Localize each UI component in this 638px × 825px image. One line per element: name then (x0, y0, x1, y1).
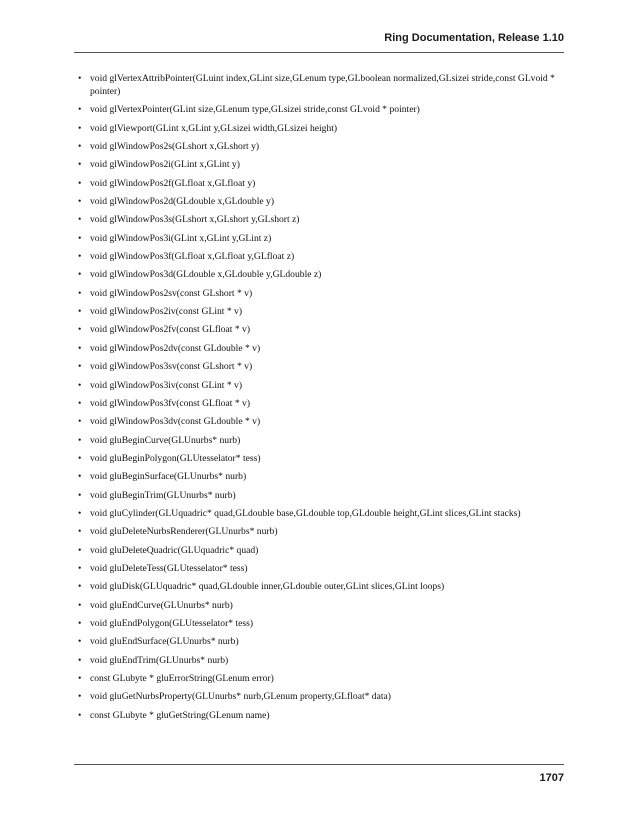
function-list-item (78, 507, 566, 520)
footer-divider (74, 764, 564, 765)
function-signature: void gluDeleteNurbsRenderer(GLUnurbs* nurb) (90, 526, 278, 538)
bullet-icon: • (78, 416, 82, 428)
function-signature: void gluBeginPolygon(GLUtesselator* tess) (90, 452, 261, 464)
function-list-item (78, 103, 566, 116)
function-list-item (78, 635, 566, 648)
function-signature: void glVertexPointer(GLint size,GLenum type,GLsizei stride,const GLvoid * pointer) (90, 104, 420, 116)
bullet-icon: • (78, 177, 82, 189)
function-signature: void gluGetNurbsProperty(GLUnurbs* nurb,GLenum property,GLfloat* data) (90, 691, 391, 703)
function-list-item (78, 599, 566, 612)
function-list-item (78, 72, 566, 98)
function-signature: void glWindowPos2i(GLint x,GLint y) (90, 159, 240, 171)
function-signature: void gluEndPolygon(GLUtesselator* tess) (90, 617, 254, 629)
function-signature: void gluEndSurface(GLUnurbs* nurb) (90, 636, 239, 648)
bullet-icon: • (78, 581, 82, 593)
header-divider (74, 52, 564, 53)
function-list-item (78, 122, 566, 135)
function-signature: void gluBeginSurface(GLUnurbs* nurb) (90, 471, 247, 483)
bullet-icon: • (78, 673, 82, 684)
function-signature: void gluBeginCurve(GLUnurbs* nurb) (90, 434, 241, 446)
bullet-icon: • (78, 452, 82, 464)
function-list-item (78, 434, 566, 447)
function-list-item (78, 672, 566, 685)
bullet-icon: • (78, 196, 82, 208)
bullet-icon: • (78, 361, 82, 373)
function-list-item (78, 470, 566, 483)
function-signature: void glWindowPos2iv(const GLint * v) (90, 306, 243, 318)
bullet-icon: • (78, 251, 82, 263)
bullet-icon: • (78, 562, 82, 574)
function-signature: void glWindowPos3i(GLint x,GLint y,GLint z) (90, 232, 272, 244)
function-signature: void gluEndTrim(GLUnurbs* nurb) (90, 654, 229, 666)
bullet-icon: • (78, 544, 82, 556)
function-list-item (78, 323, 566, 336)
page-header-title: Ring Documentation, Release 1.10 (384, 32, 564, 44)
bullet-icon: • (78, 232, 82, 244)
function-list (78, 72, 566, 727)
function-list-item (78, 287, 566, 300)
function-list-item (78, 415, 566, 428)
function-list-item (78, 379, 566, 392)
bullet-icon: • (78, 617, 82, 629)
function-signature: void glWindowPos2sv(const GLshort * v) (90, 287, 253, 299)
function-signature: void glWindowPos3s(GLshort x,GLshort y,GLshort z) (90, 214, 300, 226)
function-list-item (78, 232, 566, 245)
function-list-item (78, 250, 566, 263)
function-signature: void glVertexAttribPointer(GLuint index,GLint size,GLenum type,GLboolean normalized,GLsizei stride,const GLvoid * pointer) (90, 73, 555, 97)
function-signature: void gluBeginTrim(GLUnurbs* nurb) (90, 489, 236, 501)
function-signature: const GLubyte * gluErrorString(GLenum error) (90, 673, 274, 684)
bullet-icon: • (78, 691, 82, 703)
function-list-item (78, 158, 566, 171)
bullet-icon: • (78, 471, 82, 483)
function-signature: void glWindowPos3dv(const GLdouble * v) (90, 416, 261, 428)
function-list-item (78, 617, 566, 630)
function-list-item (78, 544, 566, 557)
function-signature: void glWindowPos2dv(const GLdouble * v) (90, 342, 261, 354)
bullet-icon: • (78, 214, 82, 226)
function-signature: void gluDeleteQuadric(GLUquadric* quad) (90, 544, 259, 556)
bullet-icon: • (78, 342, 82, 354)
bullet-icon: • (78, 159, 82, 171)
function-signature: const GLubyte * gluGetString(GLenum name) (90, 709, 270, 721)
bullet-icon: • (78, 434, 82, 446)
function-list-item (78, 342, 566, 355)
function-signature: void glViewport(GLint x,GLint y,GLsizei width,GLsizei height) (90, 122, 338, 134)
function-list-item (78, 360, 566, 373)
bullet-icon: • (78, 287, 82, 299)
bullet-icon: • (78, 122, 82, 134)
function-list-item (78, 177, 566, 190)
function-list-item (78, 654, 566, 667)
function-list-item (78, 690, 566, 703)
function-list-item (78, 397, 566, 410)
function-signature: void gluDeleteTess(GLUtesselator* tess) (90, 562, 248, 574)
function-list-item (78, 580, 566, 593)
bullet-icon: • (78, 379, 82, 391)
bullet-icon: • (78, 269, 82, 281)
function-signature: void glWindowPos3fv(const GLfloat * v) (90, 397, 251, 409)
page-number: 1707 (539, 772, 564, 784)
function-signature: void glWindowPos2d(GLdouble x,GLdouble y) (90, 196, 275, 208)
function-list-item (78, 195, 566, 208)
bullet-icon: • (78, 324, 82, 336)
bullet-icon: • (78, 507, 82, 519)
bullet-icon: • (78, 599, 82, 611)
function-signature: void gluDisk(GLUquadric* quad,GLdouble inner,GLdouble outer,GLint slices,GLint loops) (90, 581, 445, 593)
function-list-item (78, 213, 566, 226)
function-list-item (78, 489, 566, 502)
function-signature: void gluEndCurve(GLUnurbs* nurb) (90, 599, 233, 611)
function-list-item (78, 525, 566, 538)
function-signature: void glWindowPos3f(GLfloat x,GLfloat y,GLfloat z) (90, 251, 295, 263)
function-signature: void glWindowPos3iv(const GLint * v) (90, 379, 243, 391)
function-signature: void glWindowPos2f(GLfloat x,GLfloat y) (90, 177, 256, 189)
function-signature: void glWindowPos3d(GLdouble x,GLdouble y,GLdouble z) (90, 269, 322, 281)
bullet-icon: • (78, 104, 82, 116)
bullet-icon: • (78, 141, 82, 153)
bullet-icon: • (78, 709, 82, 721)
bullet-icon: • (78, 73, 82, 84)
function-list-item (78, 268, 566, 281)
function-signature: void gluCylinder(GLUquadric* quad,GLdouble base,GLdouble top,GLdouble height,GLint slices,GLint stacks) (90, 507, 521, 519)
function-list-item (78, 305, 566, 318)
function-signature: void glWindowPos2fv(const GLfloat * v) (90, 324, 251, 336)
bullet-icon: • (78, 489, 82, 501)
function-list-item (78, 452, 566, 465)
bullet-icon: • (78, 636, 82, 648)
bullet-icon: • (78, 526, 82, 538)
function-signature: void glWindowPos2s(GLshort x,GLshort y) (90, 141, 260, 153)
bullet-icon: • (78, 397, 82, 409)
function-list-item (78, 140, 566, 153)
function-signature: void glWindowPos3sv(const GLshort * v) (90, 361, 253, 373)
function-list-item (78, 562, 566, 575)
bullet-icon: • (78, 654, 82, 666)
bullet-icon: • (78, 306, 82, 318)
function-list-item (78, 709, 566, 722)
